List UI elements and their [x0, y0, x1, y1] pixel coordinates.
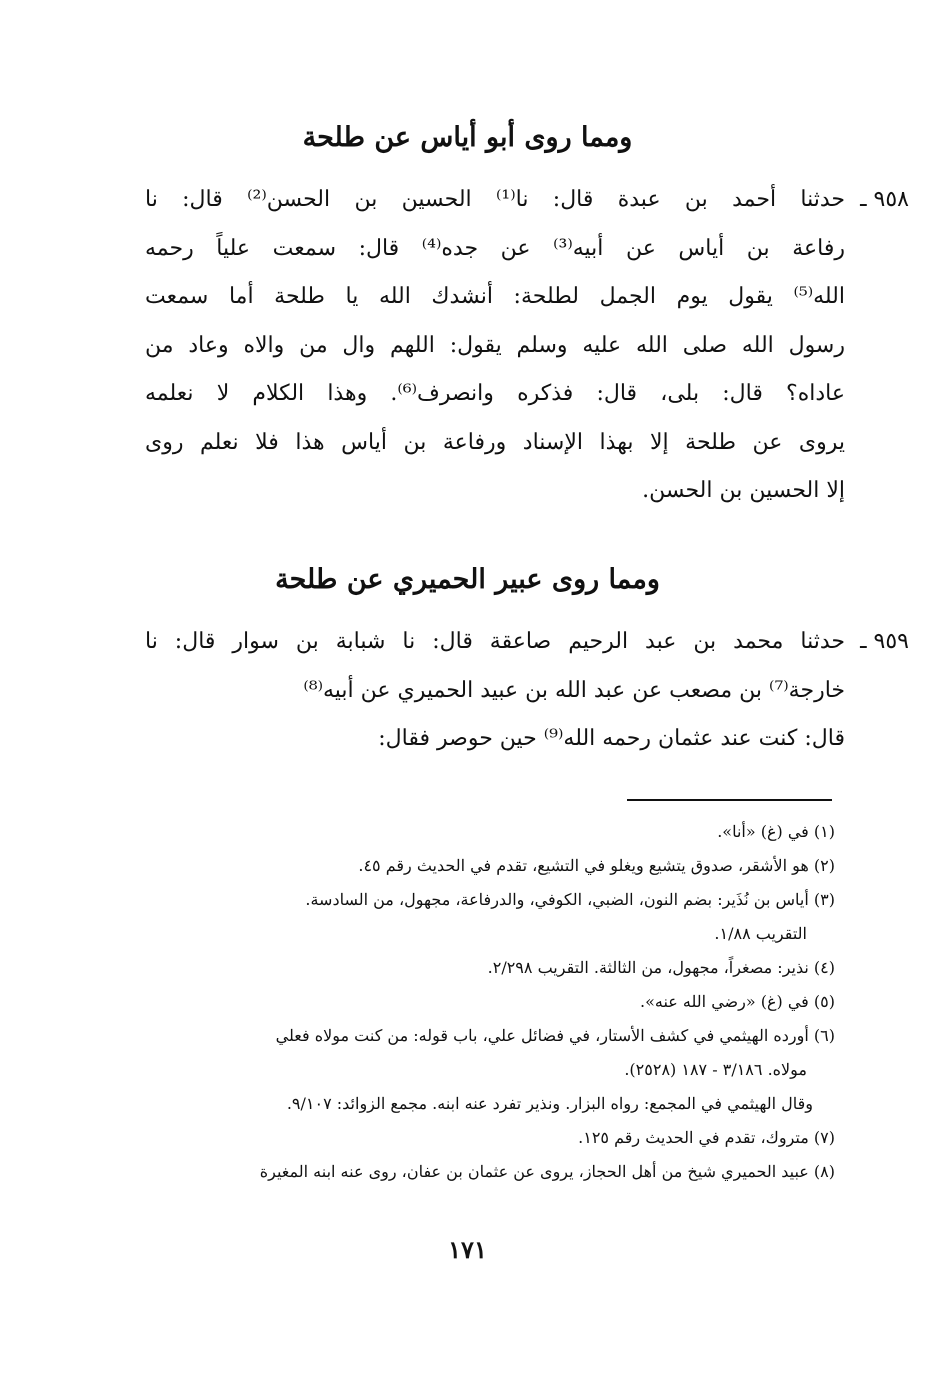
text-line: الله⁽⁵⁾ يقول يوم الجمل لطلحة: أنشدك الله يا طلحة أما سمعت — [145, 284, 845, 309]
hadith-number: ٩٥٩ ـ — [860, 629, 909, 654]
footnote — [135, 815, 835, 849]
page-number: ١٧١ — [448, 1235, 487, 1264]
footnote-text: وقال الهيثمي في المجمع: رواه البزار. ونذير تفرد عنه ابنه. مجمع الزوائد: ٩/١٠٧. — [286, 1094, 813, 1113]
footnote — [135, 1155, 835, 1189]
footnote — [135, 883, 835, 951]
text-line: رسول الله صلى الله عليه وسلم يقول: اللهم وال من والاه وعاد من — [145, 332, 845, 358]
text-line: حدثنا أحمد بن عبدة قال: نا⁽¹⁾ الحسين بن الحسن⁽²⁾ قال: نا — [145, 187, 845, 212]
footnote-text: (٧) متروك، تقدم في الحديث رقم ١٢٥. — [578, 1128, 835, 1147]
footnote-separator — [627, 799, 832, 801]
footnote — [135, 849, 835, 883]
text-line: إلا الحسين بن الحسن. — [642, 478, 845, 503]
footnote-text: (٤) نذير: مصغراً، مجهول، من الثالثة. التقريب ٢/٢٩٨. — [487, 958, 835, 977]
text-line: يروى عن طلحة إلا بهذا الإسناد ورفاعة بن أياس هذا فلا نعلم روى — [145, 429, 845, 455]
section-heading-abir-himyari: ومما روى عبير الحميري عن طلحة — [275, 564, 660, 595]
footnote-text: (٥) في (غ) «رضي الله عنه». — [640, 992, 835, 1011]
section-heading-abu-ayas: ومما روى أبو أياس عن طلحة — [302, 122, 633, 153]
footnote-text: (٦) أورده الهيثمي في كشف الأستار، في فضائل علي، باب قوله: من كنت مولاه فعلي — [275, 1026, 835, 1045]
footnote — [135, 951, 835, 985]
text-line: حدثنا محمد بن عبد الرحيم صاعقة قال: نا شبابة بن سوار قال: نا — [145, 629, 845, 654]
footnote-continuation: مولاه. ٣/١٨٦ - ١٨٧ (٢٥٢٨). — [624, 1060, 807, 1079]
hadith-959 — [145, 618, 909, 764]
footnote-text: (٣) أياس بن نُذَير: بضم النون، الضبي، الكوفي، والدرفاعة، مجهول، من السادسة. — [305, 890, 835, 909]
hadith-number: ٩٥٨ ـ — [860, 187, 909, 212]
footnote — [135, 1121, 835, 1155]
hadith-958 — [145, 176, 909, 516]
footnote — [135, 985, 835, 1019]
footnote-continuation: التقريب ١/٨٨. — [714, 924, 807, 943]
footnote — [135, 1019, 835, 1087]
footnote — [135, 1087, 835, 1121]
footnotes — [135, 815, 835, 1189]
footnote-text: (٢) هو الأشقر، صدوق يتشيع ويغلو في التشيع، تقدم في الحديث رقم ٤٥. — [358, 856, 835, 875]
text-line: رفاعة بن أياس عن أبيه⁽³⁾ عن جده⁽⁴⁾ قال: سمعت علياً رحمه — [145, 235, 845, 261]
footnote-text: (١) في (غ) «أنا». — [717, 822, 835, 841]
text-line: قال: كنت عند عثمان رحمه الله⁽⁹⁾ حين حوصر فقال: — [378, 726, 845, 751]
footnote-text: (٨) عبيد الحميري شيخ من أهل الحجاز، يروى عن عثمان بن عفان، روى عنه ابنه المغيرة — [259, 1162, 835, 1181]
text-line: خارجة⁽⁷⁾ بن مصعب عن عبد الله بن عبيد الحميري عن أبيه⁽⁸⁾ — [303, 677, 845, 703]
text-line: عاداه؟ قال: بلى، قال: فذكره وانصرف⁽⁶⁾. وهذا الكلام لا نعلمه — [145, 381, 845, 406]
